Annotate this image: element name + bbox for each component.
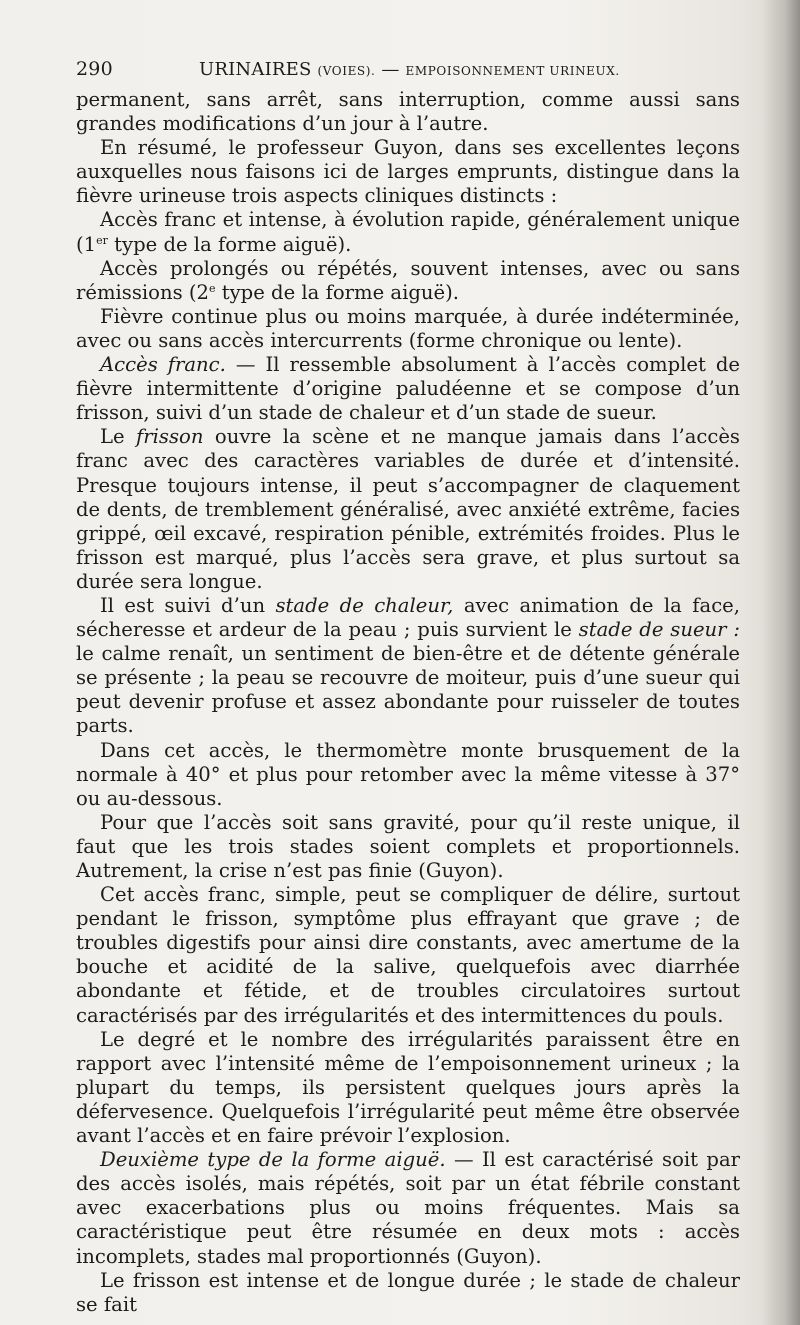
paragraph-3 xyxy=(76,208,740,256)
paragraph-8-text-c: le calme renaît, un sentiment de bien-être et de détente générale se présente ; la peau se recouvre de moiteur, puis d’une sueur qui peut devenir profuse et assez abondante pour ruisseler de toutes parts. xyxy=(76,642,740,738)
paragraph-2: En résumé, le professeur Guyon, dans ses excellentes leçons auxquelles nous faisons ici de larges emprunts, distingue dans la fièvre urineuse trois aspects cliniques distincts : xyxy=(76,136,740,208)
paragraph-4-text-b: type de la forme aiguë). xyxy=(215,280,459,304)
paragraph-14: Le frisson est intense et de longue durée ; le stade de chaleur se fait xyxy=(76,1268,740,1316)
paragraph-6-text: — Il ressemble absolument à l’accès complet de fièvre intermittente d’origine paludéenne et se compose d’un frisson, suivi d’un stade de chaleur et d’un stade de sueur. xyxy=(76,353,740,425)
section-heading-acces-franc: Accès franc. xyxy=(100,353,226,377)
paragraph-6 xyxy=(76,353,740,425)
paragraph-5: Fièvre continue plus ou moins marquée, à durée indéterminée, avec ou sans accès intercurrents (forme chronique ou lente). xyxy=(76,304,740,352)
paragraph-8-emphasis-2: stade de sueur : xyxy=(578,618,740,642)
title-subtitle: EMPOISONNEMENT URINEUX. xyxy=(405,64,620,78)
paragraph-7-text-a: Le xyxy=(100,425,137,449)
paragraph-7 xyxy=(76,425,740,594)
body-text xyxy=(76,88,740,1317)
paragraph-3-text-a: Accès franc et intense, à évolution rapide, généralement unique (1 xyxy=(76,208,740,256)
paragraph-12: Le degré et le nombre des irrégularités paraissent être en rapport avec l’intensité même de l’empoisonnement urineux ; la plupart du temps, ils persistent quelques jours après la défervesence. Quelquefois l’irrégularité peut même être observée avant l’accès et en faire prévoir l’explosion. xyxy=(76,1027,740,1148)
paragraph-3-text-b: type de la forme aiguë). xyxy=(107,232,352,256)
title-voies: (VOIES). xyxy=(317,64,376,78)
paragraph-4-text-a: Accès prolongés ou répétés, souvent intenses, avec ou sans rémissions (2 xyxy=(76,256,740,304)
title-dash: — xyxy=(381,59,400,80)
paragraph-3-superscript: er xyxy=(96,233,108,247)
paragraph-11: Cet accès franc, simple, peut se compliquer de délire, surtout pendant le frisson, symptôme plus effrayant que grave ; de troubles digestifs pour ainsi dire constants, avec amertume de la bouche et acidité de la salive, quelquefois avec diarrhée abondante et fétide, et de troubles circulatoires surtout caractérisés par des irrégularités et des intermittences du pouls. xyxy=(76,883,740,1027)
paragraph-4 xyxy=(76,257,740,305)
paragraph-4-superscript: e xyxy=(209,281,216,295)
paragraph-13-text: — Il est caractérisé soit par des accès isolés, mais répétés, soit par un état fébrile constant avec exacerbations plus ou moins fréquentes. Mais sa caractéristique peut être résumée en deux mots : accès incomplets, stades mal proportionnés (Guyon). xyxy=(76,1148,740,1268)
paragraph-13 xyxy=(76,1148,740,1268)
page-number: 290 xyxy=(76,58,113,80)
page-spine-shadow xyxy=(762,0,800,1325)
paragraph-9: Dans cet accès, le thermomètre monte brusquement de la normale à 40° et plus pour retomber avec la même vitesse à 37° ou au-dessous. xyxy=(76,738,740,810)
paragraph-1: permanent, sans arrêt, sans interruption, comme aussi sans grandes modifications d’un jour à l’autre. xyxy=(76,88,740,136)
running-header xyxy=(76,58,744,86)
paragraph-8-text-b: avec animation de la face, sécheresse et ardeur de la peau ; puis survient le xyxy=(76,593,741,642)
paragraph-10: Pour que l’accès soit sans gravité, pour qu’il reste unique, il faut que les trois stades soient complets et proportionnels. Autrement, la crise n’est pas finie (Guyon). xyxy=(76,810,740,882)
paragraph-8 xyxy=(76,594,740,739)
paragraph-8-text-a: Il est suivi d’un xyxy=(100,593,276,617)
title-main: URINAIRES xyxy=(199,59,312,80)
paragraph-7-emphasis: frisson xyxy=(136,425,204,449)
paragraph-7-text-b: ouvre la scène et ne manque jamais dans l’accès franc avec des caractères variables de durée et d’intensité. Presque toujours intense, il peut s’accompagner de claquement de dents, de tremblement généralisé, avec anxiété extrême, facies grippé, œil excavé, respiration pénible, extrémités froides. Plus le frisson est marqué, plus l’accès sera grave, et plus surtout sa durée sera longue. xyxy=(76,425,740,593)
paragraph-8-emphasis-1: stade de chaleur, xyxy=(275,593,454,617)
section-heading-deuxieme-type: Deuxième type de la forme aiguë. xyxy=(100,1148,446,1172)
running-title xyxy=(199,59,620,80)
